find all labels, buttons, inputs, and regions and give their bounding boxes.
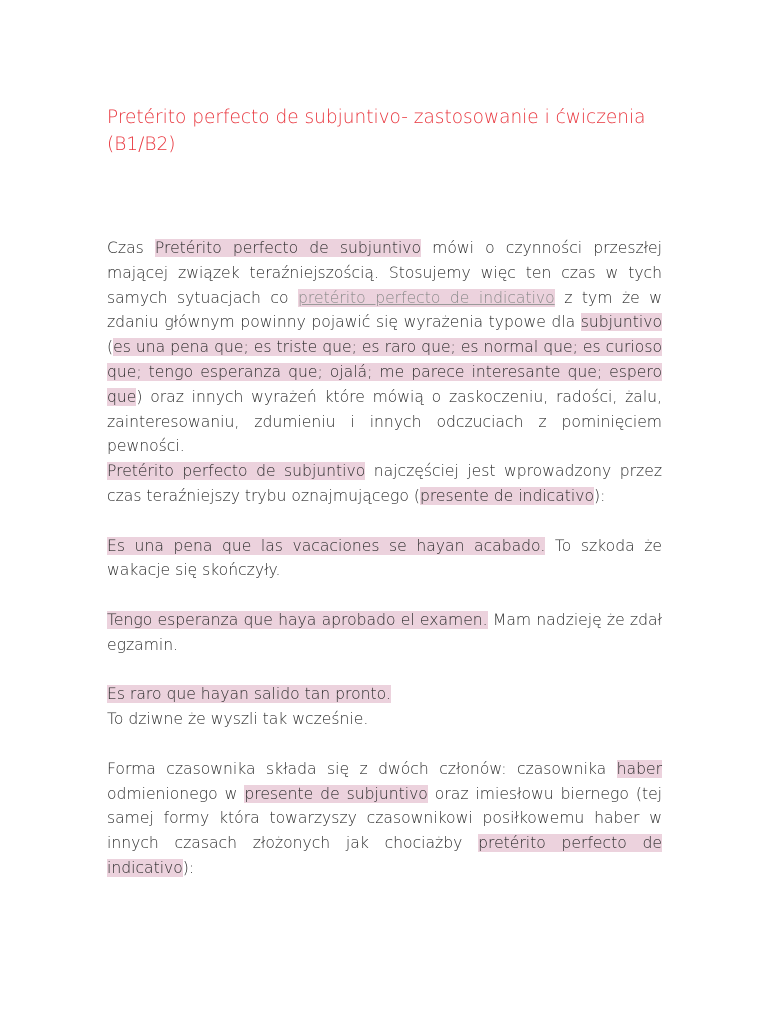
text: mówi o czynności przeszłej mającej związek teraźniejszością. Stosujemy więc ten czas w tych samych sytuacjach co [107, 239, 662, 307]
document-body [107, 236, 662, 881]
text: najczęściej jest wprowadzony przez czas teraźniejszy trybu oznajmującego ( [107, 462, 662, 505]
text: ): [594, 486, 606, 505]
highlight-term: haber [616, 759, 662, 778]
paragraph-intro [107, 236, 662, 459]
document-title: Pretérito perfecto de subjuntivo- zastosowanie i ćwiczenia (B1/B2) [107, 107, 646, 155]
highlight-term: presente de indicativo [419, 486, 595, 505]
spacer [107, 583, 662, 608]
highlight-expressions: es una pena que; es triste que; es raro que; es normal que; es curioso que; tengo esperanza que; ojalá; me parece interesante que; espero que [107, 338, 662, 406]
example-2 [107, 608, 662, 658]
paragraph-usage [107, 459, 662, 509]
example-spanish: Tengo esperanza que haya aprobado el examen. [107, 610, 488, 629]
highlight-term: subjuntivo [580, 313, 662, 332]
highlight-term: Pretérito perfecto de subjuntivo [107, 462, 366, 481]
text: Czas [107, 239, 155, 257]
text: oraz imiesłowu biernego (tej samej formy która towarzyszy czasownikowi posiłkowemu haber w innych czasach złożonych jak chociażby [107, 784, 663, 853]
text: ) oraz innych wyrażeń które mówią o zaskoczeniu, radości, żalu, zainteresowaniu, zdumieniu i innych odczuciach z pominięciem pewności. [107, 387, 662, 456]
text: ( [107, 338, 114, 357]
highlight-term: Pretérito perfecto de subjuntivo [154, 239, 422, 257]
spacer [107, 509, 662, 534]
example-translation: Mam nadzieję że zdał egzamin. [107, 610, 662, 654]
text: Forma czasownika składa się z dwóch członów: czasownika [107, 759, 617, 778]
spacer [107, 732, 662, 757]
spacer [107, 658, 662, 683]
text: ): [182, 858, 195, 877]
text: odmienionego w [107, 784, 245, 803]
example-1 [107, 534, 662, 584]
text: z tym że w zdaniu głównym powinny pojawić się wyrażenia typowe dla [107, 288, 662, 332]
example-spanish: Es una pena que las vacaciones se hayan acabado. [107, 536, 546, 555]
highlight-term: presente de subjuntivo [244, 784, 428, 803]
link-preterito-perfecto-indicativo[interactable]: pretérito perfecto de indicativo [298, 288, 555, 307]
example-translation: To szkoda że wakacje się skończyły. [107, 536, 663, 580]
example-spanish: Es raro que hayan salido tan pronto. [107, 685, 391, 704]
example-translation: To dziwne że wyszli tak wcześnie. [107, 710, 369, 729]
example-3 [107, 682, 662, 732]
highlight-term: pretérito perfecto de indicativo [107, 834, 662, 877]
paragraph-form [107, 757, 662, 881]
